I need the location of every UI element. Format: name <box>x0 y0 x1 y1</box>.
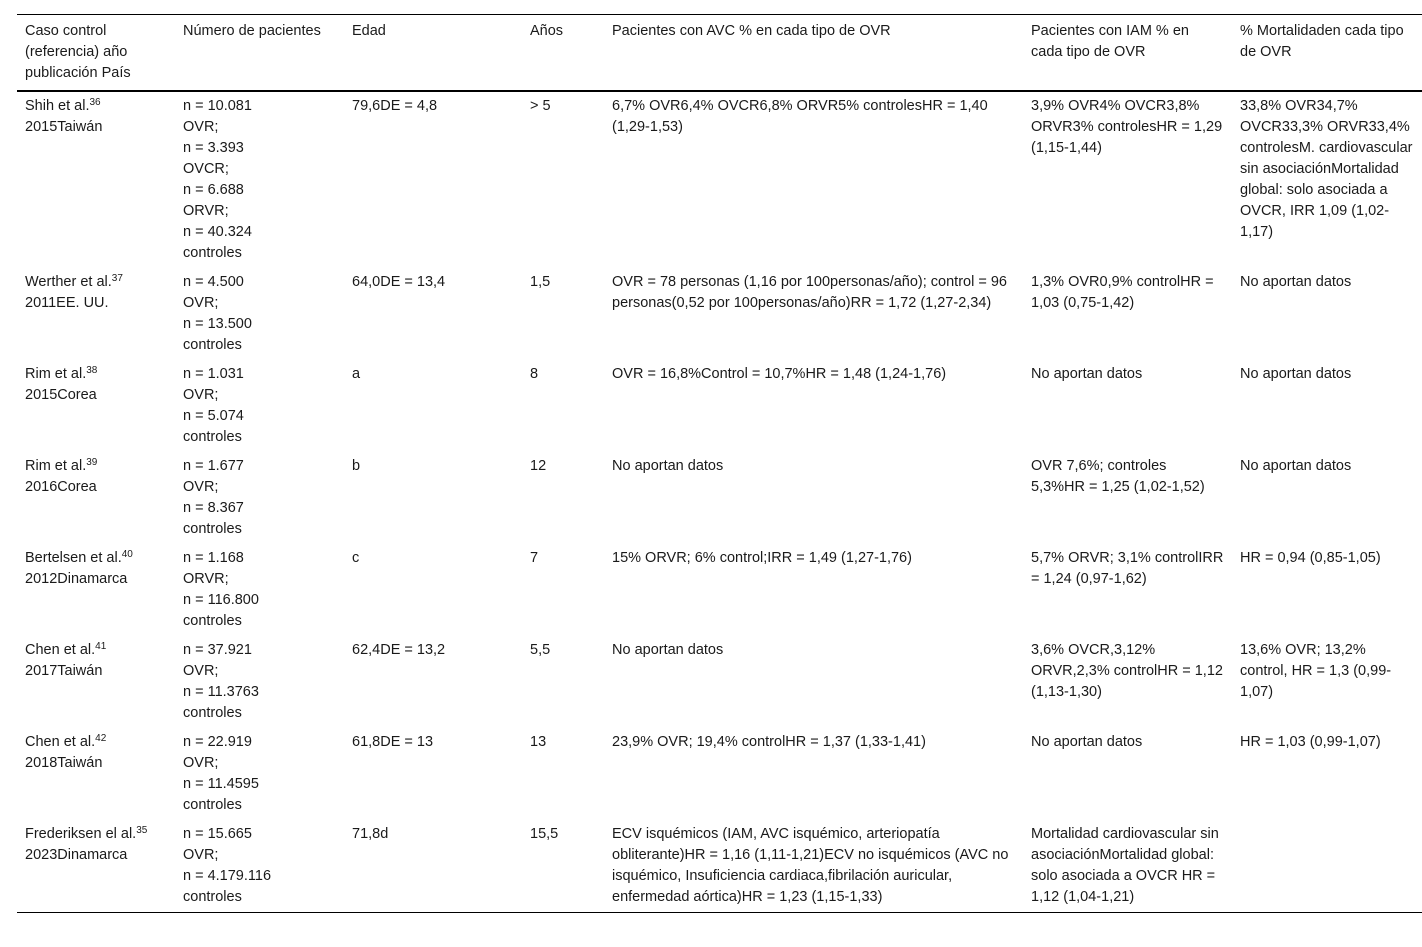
cell-avc: ECV isquémicos (IAM, AVC isquémico, arteriopatía obliterante)HR = 1,16 (1,11-1,21)ECV no isquémicos (AVC no isquémico, Insuficiencia cardiaca,fibrilación auricular, enfermedad aórtica)HR = 1,23 (1,15-1,33) <box>612 826 1009 905</box>
cell-mortality: No aportan datos <box>1240 274 1352 290</box>
cell-avc: OVR = 78 personas (1,16 por 100personas/año); control = 96 personas(0,52 por 100personas/año)RR = 1,72 (1,27-2,34) <box>612 274 1007 311</box>
cell-years: 15,5 <box>530 826 559 842</box>
reference-number: 37 <box>111 273 123 284</box>
cell-iam: 3,6% OVCR,3,12% ORVR,2,3% controlHR = 1,12 (1,13-1,30) <box>1031 642 1223 700</box>
cell-years: 1,5 <box>530 274 551 290</box>
cell-years: > 5 <box>530 98 551 114</box>
study-author: Rim et al. <box>25 366 87 382</box>
study-year-country: 2018Taiwán <box>25 755 103 771</box>
header-row <box>17 15 1422 92</box>
cell-patients: n = 37.921 OVR; n = 11.3763 controles <box>183 642 259 721</box>
cell-iam: 1,3% OVR0,9% controlHR = 1,03 (0,75-1,42) <box>1031 274 1214 311</box>
cell-mortality: HR = 0,94 (0,85-1,05) <box>1240 550 1381 566</box>
cell-patients: n = 4.500 OVR; n = 13.500 controles <box>183 274 252 353</box>
cell-age: 62,4DE = 13,2 <box>352 642 446 658</box>
cell-years: 13 <box>530 734 547 750</box>
study-year-country: 2011EE. UU. <box>25 295 109 311</box>
header-iam: Pacientes con IAM % en cada tipo de OVR <box>1031 23 1189 60</box>
header-mortality: % Mortalidaden cada tipo de OVR <box>1240 23 1404 60</box>
table-row <box>17 360 1422 452</box>
table-row <box>17 728 1422 820</box>
table-row <box>17 91 1422 268</box>
cell-iam: OVR 7,6%; controles 5,3%HR = 1,25 (1,02-1,52) <box>1031 458 1205 495</box>
cell-study <box>17 636 175 728</box>
cell-mortality: No aportan datos <box>1240 366 1352 382</box>
header-years: Años <box>530 23 564 39</box>
cell-years: 7 <box>530 550 539 566</box>
reference-number: 42 <box>95 733 107 744</box>
table-row <box>17 544 1422 636</box>
cell-iam: Mortalidad cardiovascular sin asociaciónMortalidad global: solo asociada a OVCR HR = 1,12 (1,04-1,21) <box>1031 826 1219 905</box>
table-container <box>17 14 1422 913</box>
cell-avc: No aportan datos <box>612 642 724 658</box>
study-year-country: 2015Taiwán <box>25 119 103 135</box>
cell-patients: n = 15.665 OVR; n = 4.179.116 controles <box>183 826 272 905</box>
study-author: Chen et al. <box>25 734 96 750</box>
cell-avc: 15% ORVR; 6% control;IRR = 1,49 (1,27-1,76) <box>612 550 912 566</box>
reference-number: 41 <box>95 641 107 652</box>
cell-years: 12 <box>530 458 547 474</box>
cell-iam: No aportan datos <box>1031 366 1143 382</box>
cell-mortality: No aportan datos <box>1240 458 1352 474</box>
cell-age: 79,6DE = 4,8 <box>352 98 438 114</box>
cell-avc: OVR = 16,8%Control = 10,7%HR = 1,48 (1,24-1,76) <box>612 366 947 382</box>
cell-mortality <box>1232 820 1422 913</box>
cell-study <box>17 360 175 452</box>
study-year-country: 2017Taiwán <box>25 663 103 679</box>
cell-mortality: 13,6% OVR; 13,2% control, HR = 1,3 (0,99-1,07) <box>1240 642 1392 700</box>
header-age: Edad <box>352 23 386 39</box>
cell-age: b <box>352 458 361 474</box>
cell-years: 5,5 <box>530 642 551 658</box>
cell-age: 61,8DE = 13 <box>352 734 434 750</box>
cell-study <box>17 820 175 913</box>
cell-age: 71,8d <box>352 826 389 842</box>
cell-age: 64,0DE = 13,4 <box>352 274 446 290</box>
study-author: Bertelsen et al. <box>25 550 122 566</box>
results-table <box>17 14 1422 913</box>
study-author: Shih et al. <box>25 98 90 114</box>
cell-patients: n = 1.031 OVR; n = 5.074 controles <box>183 366 244 445</box>
header-avc: Pacientes con AVC % en cada tipo de OVR <box>612 23 891 39</box>
cell-age: c <box>352 550 360 566</box>
study-year-country: 2016Corea <box>25 479 97 495</box>
cell-mortality: 33,8% OVR34,7% OVCR33,3% ORVR33,4% controlesM. cardiovascular sin asociaciónMortalidad global: solo asociada a OVCR, IRR 1,09 (1,02-1,17) <box>1240 98 1413 240</box>
cell-study <box>17 91 175 268</box>
table-row <box>17 268 1422 360</box>
header-study: Caso control (referencia) año publicación País <box>25 23 131 81</box>
cell-mortality: HR = 1,03 (0,99-1,07) <box>1240 734 1381 750</box>
table-body <box>17 91 1422 913</box>
study-year-country: 2023Dinamarca <box>25 847 128 863</box>
cell-iam: 5,7% ORVR; 3,1% controlIRR = 1,24 (0,97-1,62) <box>1031 550 1224 587</box>
cell-years: 8 <box>530 366 539 382</box>
study-year-country: 2015Corea <box>25 387 97 403</box>
reference-number: 38 <box>86 365 98 376</box>
study-author: Werther et al. <box>25 274 112 290</box>
cell-study <box>17 268 175 360</box>
cell-patients: n = 1.168 ORVR; n = 116.800 controles <box>183 550 259 629</box>
cell-patients: n = 10.081 OVR; n = 3.393 OVCR; n = 6.688 ORVR; n = 40.324 controles <box>183 98 252 261</box>
cell-avc: 6,7% OVR6,4% OVCR6,8% ORVR5% controlesHR = 1,40 (1,29-1,53) <box>612 98 988 135</box>
cell-study <box>17 728 175 820</box>
study-author: Chen et al. <box>25 642 96 658</box>
cell-patients: n = 22.919 OVR; n = 11.4595 controles <box>183 734 259 813</box>
cell-avc: 23,9% OVR; 19,4% controlHR = 1,37 (1,33-1,41) <box>612 734 926 750</box>
table-row <box>17 636 1422 728</box>
cell-study <box>17 452 175 544</box>
cell-patients: n = 1.677 OVR; n = 8.367 controles <box>183 458 244 537</box>
cell-age: a <box>352 366 361 382</box>
cell-study <box>17 544 175 636</box>
reference-number: 35 <box>136 825 148 836</box>
cell-iam: No aportan datos <box>1031 734 1143 750</box>
study-author: Frederiksen el al. <box>25 826 137 842</box>
cell-iam: 3,9% OVR4% OVCR3,8% ORVR3% controlesHR = 1,29 (1,15-1,44) <box>1031 98 1223 156</box>
header-patients: Número de pacientes <box>183 23 321 39</box>
reference-number: 40 <box>121 549 133 560</box>
study-year-country: 2012Dinamarca <box>25 571 128 587</box>
table-row <box>17 452 1422 544</box>
study-author: Rim et al. <box>25 458 87 474</box>
cell-avc: No aportan datos <box>612 458 724 474</box>
table-row <box>17 820 1422 913</box>
reference-number: 39 <box>86 457 98 468</box>
reference-number: 36 <box>89 97 101 108</box>
